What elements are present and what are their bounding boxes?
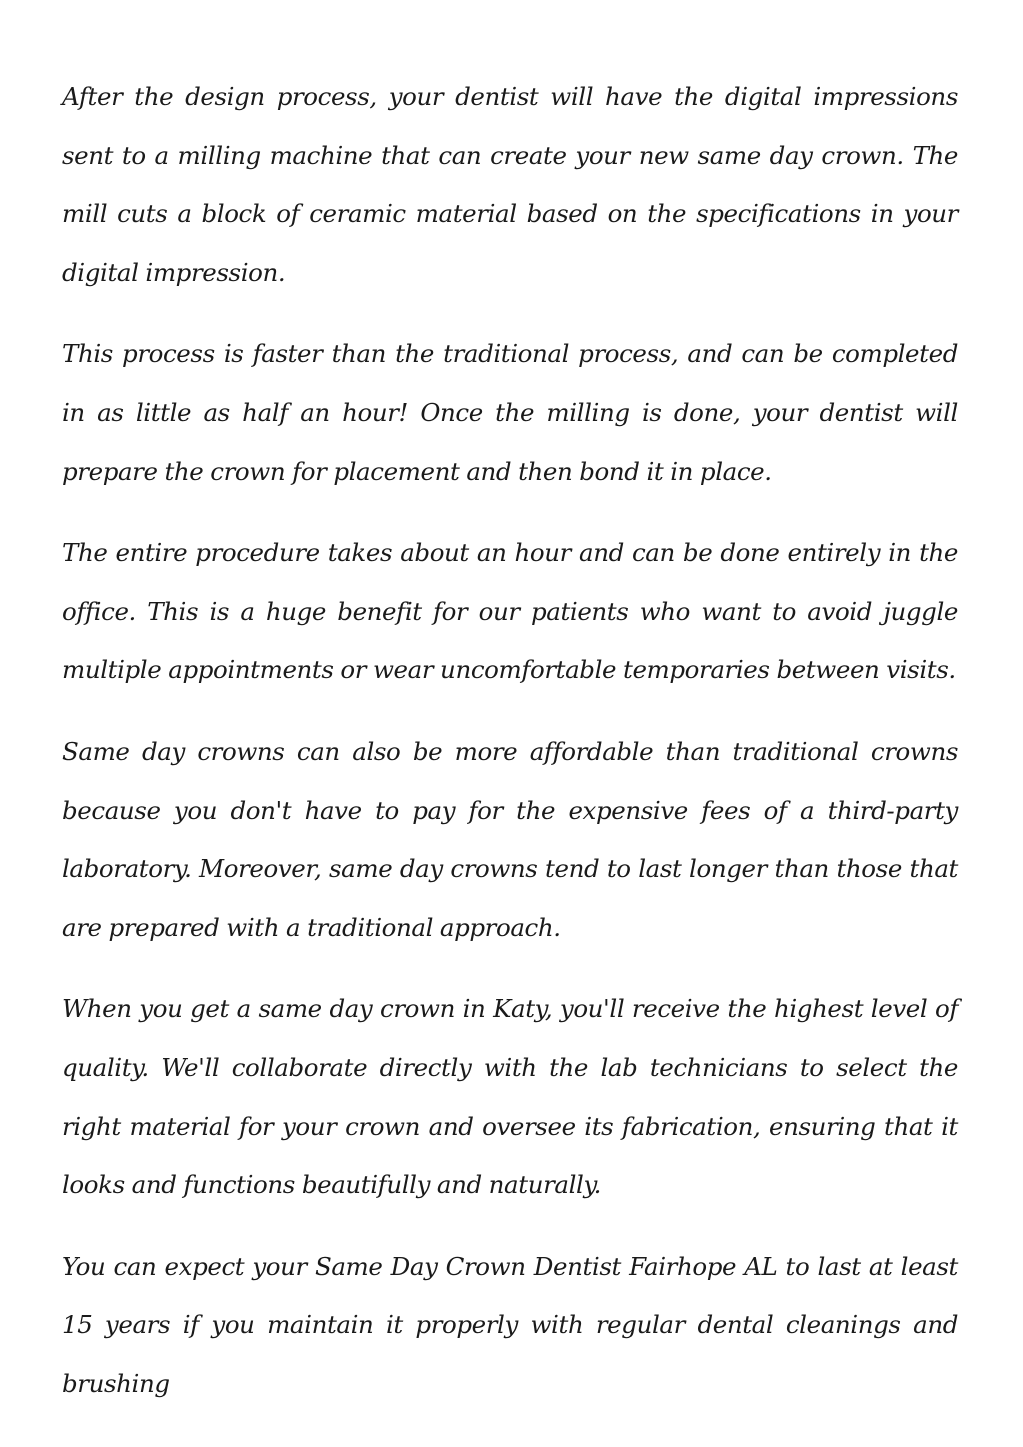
- document-page: [62, 68, 958, 1436]
- paragraph-design-milling: After the design process, your dentist will have the digital impressions sent to a milling machine that can create your new same day crown. The mill cuts a block of ceramic material based on the specifications in your digital impression.: [62, 82, 958, 287]
- paragraph-procedure-duration: The entire procedure takes about an hour and can be done entirely in the office. This is a huge benefit for our patients who want to avoid juggle multiple appointments or wear uncomfortable temporaries between visits.: [62, 538, 958, 685]
- paragraph-quality: When you get a same day crown in Katy, you'll receive the highest level of quality. We'll collaborate directly with the lab technicians to select the right material for your crown and oversee its fabrication, ensuring that it looks and functions beautifully and naturally.: [62, 994, 958, 1200]
- paragraph-longevity: You can expect your Same Day Crown Dentist Fairhope AL to last at least 15 years if you maintain it properly with regular dental cleanings and brushing: [62, 1251, 958, 1398]
- paragraph-process-speed: This process is faster than the traditional process, and can be completed in as little as half an hour! Once the milling is done, your dentist will prepare the crown for placement and then bond it in place.: [62, 339, 958, 486]
- paragraph-affordability: Same day crowns can also be more affordable than traditional crowns because you don't have to pay for the expensive fees of a third-party laboratory. Moreover, same day crowns tend to last longer than those that are prepared with a traditional approach.: [62, 736, 958, 942]
